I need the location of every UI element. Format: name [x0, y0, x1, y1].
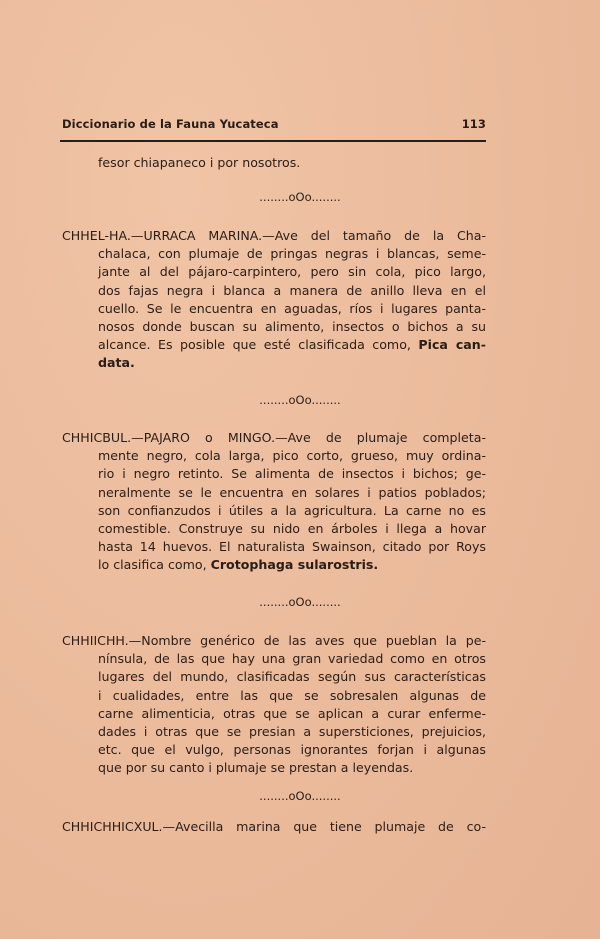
text-line	[98, 650, 486, 668]
line-text: son confianzudos i útiles a la agricultura. La carne no es	[98, 502, 486, 518]
line-text: chalaca, con plumaje de pringas negras i blancas, seme-	[98, 246, 486, 262]
header-rule	[60, 140, 486, 142]
scientific-name: Crotophaga sularostris.	[210, 557, 379, 573]
line-text: i cualidades, entre las que se sobresalen algunas de	[98, 687, 486, 703]
line-text: lo clasifica como,	[98, 557, 211, 573]
entry-chhiichh	[62, 632, 486, 778]
line-text: CHHEL-HA.—URRACA MARINA.—Ave del tamaño de la Cha-	[62, 228, 486, 243]
line-text: alcance. Es posible que esté clasificada como,	[98, 337, 419, 353]
text-line	[98, 354, 486, 372]
line-text: lugares del mundo, clasificadas según sus características	[98, 669, 486, 685]
line-text: hasta 14 huevos. El naturalista Swainson, citado por Roys	[98, 539, 486, 555]
text-line	[98, 502, 486, 520]
text-line	[98, 282, 486, 300]
line-text: CHHICHHICXUL.—Avecilla marina que tiene plumaje de co-	[62, 819, 486, 834]
text-line	[98, 484, 486, 502]
text-line	[98, 687, 486, 705]
text-line	[98, 318, 486, 336]
page-number: 113	[461, 117, 486, 131]
entry-chhicbul	[62, 429, 486, 575]
line-text: dos fajas negra i blanca a manera de anillo lleva en el	[98, 282, 486, 298]
line-text: nínsula, de las que hay una gran variedad como en otros	[98, 651, 486, 667]
scientific-name: data.	[98, 355, 135, 371]
text-line	[98, 245, 486, 263]
line-text: nosos donde buscan su alimento, insectos o bichos a su	[98, 318, 486, 334]
text-line	[62, 429, 486, 447]
text-line	[98, 556, 486, 574]
scientific-name: Pica can-	[418, 337, 486, 353]
text-line	[62, 818, 486, 836]
entry-chhel-ha	[62, 227, 486, 373]
continuation-line: fesor chiapaneco i por nosotros.	[98, 155, 301, 170]
text-line	[98, 447, 486, 465]
continuation-paragraph	[62, 154, 486, 172]
text-line	[98, 300, 486, 318]
section-separator: ........oOo........	[259, 789, 341, 803]
text-line	[98, 741, 486, 759]
entry-chhichhicxul	[62, 818, 486, 836]
text-line	[98, 263, 486, 281]
text-line	[98, 520, 486, 538]
text-line	[98, 465, 486, 483]
text-line	[98, 705, 486, 723]
line-text: mente negro, cola larga, pico corto, grueso, muy ordina-	[98, 448, 486, 464]
line-text: comestible. Construye su nido en árboles i llega a hovar	[98, 520, 486, 536]
line-text: rio i negro retinto. Se alimenta de insectos i bichos; ge-	[98, 466, 486, 482]
text-line	[98, 668, 486, 686]
text-line	[98, 538, 486, 556]
line-text: carne alimenticia, otras que se aplican a curar enferme-	[98, 705, 486, 721]
line-text: CHHICBUL.—PAJARO o MINGO.—Ave de plumaje completa-	[62, 430, 486, 445]
line-text: cuello. Se le encuentra en aguadas, ríos i lugares panta-	[98, 300, 486, 316]
header-title: Diccionario de la Fauna Yucateca	[62, 117, 279, 131]
text-line	[62, 227, 486, 245]
running-header	[62, 117, 486, 131]
section-separator: ........oOo........	[259, 190, 341, 204]
text-line	[62, 632, 486, 650]
section-separator: ........oOo........	[259, 595, 341, 609]
text-line	[98, 759, 486, 777]
line-text: neralmente se le encuentra en solares i patios poblados;	[98, 484, 486, 500]
line-text: jante al del pájaro-carpintero, pero sin cola, pico largo,	[98, 264, 486, 280]
line-text: dades i otras que se presian a supersticiones, prejuicios,	[98, 723, 486, 739]
text-line	[98, 336, 486, 354]
text-line	[98, 723, 486, 741]
line-text: CHHIICHH.—Nombre genérico de las aves que pueblan la pe-	[62, 633, 486, 648]
section-separator: ........oOo........	[259, 393, 341, 407]
line-text: que por su canto i plumaje se prestan a leyendas.	[98, 760, 414, 776]
line-text: etc. que el vulgo, personas ignorantes forjan i algunas	[98, 742, 486, 758]
